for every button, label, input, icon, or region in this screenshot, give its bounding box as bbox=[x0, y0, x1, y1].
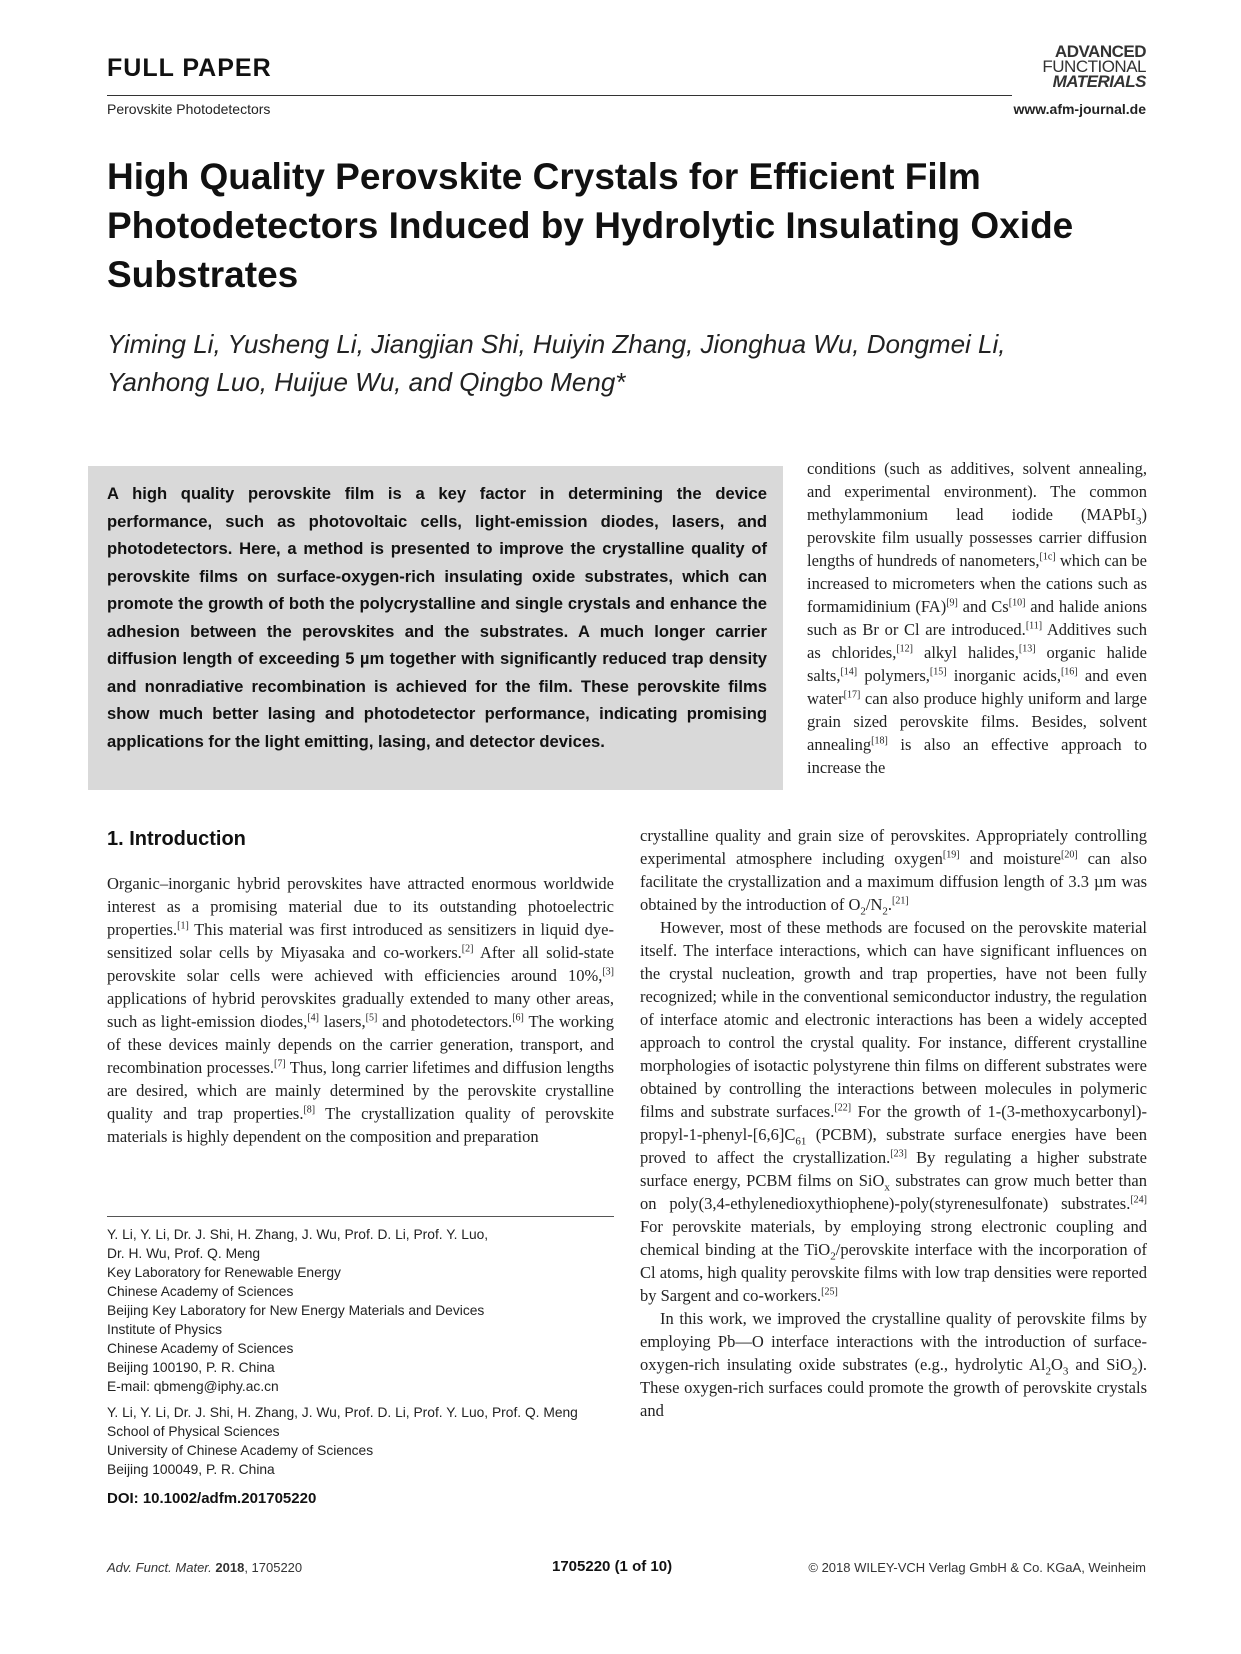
citation-ref: [2] bbox=[461, 943, 474, 955]
subscript: 2 bbox=[1131, 1365, 1138, 1378]
affiliation-line: Institute of Physics bbox=[107, 1322, 223, 1337]
right-column bbox=[640, 824, 1147, 1422]
text-run: ). These oxygen-rich surfaces could promote the growth of perovskite crystals and bbox=[640, 1355, 1147, 1420]
text-run: O bbox=[1050, 1355, 1063, 1374]
text-run: For the growth of 1-(3-methoxycarbonyl)-propyl-1-phenyl-[6,6]C bbox=[640, 1102, 1147, 1144]
subscript: x bbox=[884, 1181, 890, 1194]
text-run: This material was first introduced as sensitizers in liquid dye-sensitized solar cells by Miyasaka and co-workers. bbox=[107, 920, 614, 962]
text-run: substrates can grow much better than on poly(3,4-ethylenedioxythiophene)-poly(styrenesulfonate) substrates. bbox=[640, 1171, 1147, 1213]
copyright: © 2018 WILEY-VCH Verlag GmbH & Co. KGaA, Weinheim bbox=[808, 1560, 1146, 1575]
affiliation-line: School of Physical Sciences bbox=[107, 1424, 280, 1439]
citation-ref: [8] bbox=[303, 1104, 316, 1116]
journal-logo bbox=[1042, 44, 1146, 89]
text-run: can also facilitate the crystallization and a maximum diffusion length of 3.3 µm was obtained by the introduction of O bbox=[640, 849, 1147, 914]
section-heading: 1. Introduction bbox=[107, 828, 246, 850]
text-run: alkyl halides, bbox=[913, 643, 1019, 662]
citation-ref: [1] bbox=[177, 920, 189, 932]
text-run: applications of hybrid perovskites gradually extended to many other areas, such as light-emission diodes, bbox=[107, 989, 614, 1031]
text-run: However, most of these methods are focused on the perovskite material itself. The interface interactions, which can have significant influences on the crystal nucleation, growth and trap properties, have not been fully recognized; while in the conventional semiconductor industry, the regulation of interface atomic and electronic interactions has been a widely accepted approach to control the crystal quality. For instance, different crystalline morphologies of isotactic polystyrene thin films on different substrates were obtained by controlling the interactions between molecules in polymeric films and substrate surfaces. bbox=[640, 918, 1147, 1121]
body-paragraph bbox=[107, 872, 614, 1148]
logo-line: FUNCTIONAL bbox=[1042, 57, 1146, 76]
paper-title: High Quality Perovskite Crystals for Efficient Film Photodetectors Induced by Hydrolytic Insulating Oxide Substrates bbox=[107, 156, 1074, 295]
text-run: and SiO bbox=[1068, 1355, 1132, 1374]
affiliation-line: Y. Li, Y. Li, Dr. J. Shi, H. Zhang, J. Wu, Prof. D. Li, Prof. Y. Luo, Prof. Q. Meng bbox=[107, 1405, 578, 1420]
text-run: and photodetectors. bbox=[377, 1012, 513, 1031]
footer-citation bbox=[107, 1560, 302, 1575]
text-run: organic halide salts, bbox=[807, 643, 1147, 685]
text-run: and even water bbox=[807, 666, 1147, 708]
text-run: which can be increased to micrometers when the cations such as formamidinium (FA) bbox=[807, 551, 1147, 616]
citation-ref: [9] bbox=[946, 597, 958, 609]
citation-ref: [22] bbox=[834, 1102, 852, 1114]
citation-ref: [3] bbox=[602, 966, 614, 978]
citation-ref: [6] bbox=[512, 1012, 524, 1024]
citation-ref: [12] bbox=[896, 643, 914, 655]
text-run: and halide anions such as Br or Cl are introduced. bbox=[807, 597, 1147, 639]
text-run: /perovskite interface with the incorporation of Cl atoms, high quality perovskite films with low trap densities were reported by Sargent and co-workers. bbox=[640, 1240, 1147, 1305]
citation-ref: [13] bbox=[1018, 643, 1036, 655]
affiliation-line: Key Laboratory for Renewable Energy bbox=[107, 1265, 341, 1280]
text-run: By regulating a higher substrate surface energy, PCBM films on SiO bbox=[640, 1148, 1147, 1190]
footer-year: 2018 bbox=[215, 1560, 245, 1575]
citation-ref: [24] bbox=[1130, 1194, 1147, 1206]
text-run: lasers, bbox=[319, 1012, 366, 1031]
affiliation-line: Beijing Key Laboratory for New Energy Materials and Devices bbox=[107, 1303, 485, 1318]
affiliation-block bbox=[107, 1403, 627, 1479]
citation-ref: [25] bbox=[821, 1286, 838, 1298]
text-run: crystalline quality and grain size of perovskites. Appropriately controlling experimental atmosphere including oxygen bbox=[640, 826, 1147, 868]
topic-label: Perovskite Photodetectors bbox=[107, 101, 271, 117]
subscript: 2 bbox=[860, 905, 866, 918]
citation-ref: [5] bbox=[365, 1012, 378, 1024]
subscript: 61 bbox=[795, 1135, 807, 1148]
citation-ref: [10] bbox=[1008, 597, 1026, 609]
citation-ref: [15] bbox=[929, 666, 947, 678]
text-run: Thus, long carrier lifetimes and diffusion lengths are desired, which are mainly determined by the perovskite crystalline quality and trap properties. bbox=[107, 1058, 615, 1123]
affiliation-line: Y. Li, Y. Li, Dr. J. Shi, H. Zhang, J. Wu, Prof. D. Li, Prof. Y. Luo, bbox=[107, 1227, 489, 1242]
affiliation-line: Chinese Academy of Sciences bbox=[107, 1341, 294, 1356]
left-column bbox=[107, 872, 614, 1148]
text-run: and moisture bbox=[959, 849, 1061, 868]
text-run: can also produce highly uniform and large grain sized perovskite films. Besides, solvent annealing bbox=[807, 689, 1147, 754]
affiliation-line: E-mail: qbmeng@iphy.ac.cn bbox=[107, 1379, 279, 1394]
text-run: inorganic acids, bbox=[946, 666, 1061, 685]
citation-ref: [21] bbox=[892, 895, 909, 907]
citation-ref: [23] bbox=[890, 1148, 907, 1160]
affiliation-line: Beijing 100190, P. R. China bbox=[107, 1360, 275, 1375]
subscript: 3 bbox=[1062, 1365, 1069, 1378]
logo-line: MATERIALS bbox=[1052, 72, 1146, 91]
author-list bbox=[107, 325, 1107, 401]
section-type-label: FULL PAPER bbox=[107, 54, 272, 82]
author-line: Yiming Li, Yusheng Li, Jiangjian Shi, Huiyin Zhang, Jionghua Wu, Dongmei Li, bbox=[107, 329, 1006, 359]
journal-url-link[interactable]: www.afm-journal.de bbox=[1013, 101, 1146, 117]
citation-ref: [18] bbox=[871, 735, 888, 747]
text-run: polymers, bbox=[857, 666, 930, 685]
text-run: is also an effective approach to increase the bbox=[807, 735, 1147, 777]
body-paragraph bbox=[640, 1307, 1147, 1422]
text-run: For perovskite materials, by employing strong electronic coupling and chemical binding at the TiO bbox=[640, 1217, 1147, 1259]
footer-journal: Adv. Funct. Mater. bbox=[107, 1560, 212, 1575]
text-run: /N bbox=[865, 895, 883, 914]
subscript: 3 bbox=[1136, 515, 1142, 528]
subscript: 2 bbox=[830, 1250, 836, 1263]
citation-ref: [20] bbox=[1060, 849, 1078, 861]
subscript: 2 bbox=[882, 905, 888, 918]
subscript: 2 bbox=[1045, 1365, 1051, 1378]
body-paragraph bbox=[640, 824, 1147, 916]
affiliations bbox=[107, 1225, 627, 1479]
text-run: (PCBM), substrate surface energies have been proved to affect the crystallization. bbox=[640, 1125, 1147, 1167]
footnote-divider bbox=[107, 1216, 614, 1217]
citation-ref: [14] bbox=[840, 666, 858, 678]
author-line: Yanhong Luo, Huijue Wu, and Qingbo Meng* bbox=[107, 367, 626, 397]
affiliation-line: Beijing 100049, P. R. China bbox=[107, 1462, 275, 1477]
text-run: Additives such as chlorides, bbox=[807, 620, 1147, 662]
text-run: and Cs bbox=[957, 597, 1009, 616]
affiliation-block bbox=[107, 1225, 627, 1396]
footer-article: , 1705220 bbox=[244, 1560, 303, 1575]
text-run: The crystallization quality of perovskite materials is highly dependent on the composition and preparation bbox=[107, 1104, 614, 1146]
citation-ref: [7] bbox=[274, 1058, 286, 1070]
text-run: ) perovskite film usually possesses carrier diffusion lengths of hundreds of nanometers, bbox=[807, 505, 1147, 570]
page-number: 1705220 (1 of 10) bbox=[552, 1558, 673, 1575]
abstract: A high quality perovskite film is a key factor in determining the device performance, such as photovoltaic cells, light-emission diodes, lasers, and photodetectors. Here, a method is presented to improve the crystalline quality of perovskite films on surface-oxygen-rich insulating oxide substrates, which can promote the growth of both the polycrystalline and single crystals and enhance the adhesion between the perovskites and the substrates. A much longer carrier diffusion length of exceeding 5 µm together with significantly reduced trap density and nonradiative recombination is achieved for the film. These perovskite films show much better lasing and photodetector performance, indicating promising applications for the light emitting, lasing, and detector devices. bbox=[107, 484, 767, 751]
citation-ref: [1c] bbox=[1039, 551, 1056, 563]
affiliation-line: University of Chinese Academy of Sciences bbox=[107, 1443, 374, 1458]
citation-ref: [19] bbox=[942, 849, 960, 861]
text-run: Organic–inorganic hybrid perovskites have attracted enormous worldwide interest as a promising material due to its outstanding photoelectric properties. bbox=[107, 874, 614, 939]
text-run: After all solid-state perovskite solar cells were achieved with efficiencies around 10%, bbox=[107, 943, 614, 985]
text-run: conditions (such as additives, solvent annealing, and experimental environment). The common methylammonium lead iodide (MAPbI bbox=[807, 459, 1147, 524]
text-run: In this work, we improved the crystalline quality of perovskite films by employing Pb—O interface interactions with the introduction of surface-oxygen-rich insulating oxide substrates (e.g., hydrolytic Al bbox=[640, 1309, 1147, 1374]
citation-ref: [16] bbox=[1060, 666, 1078, 678]
citation-ref: [11] bbox=[1025, 620, 1043, 632]
header-divider bbox=[107, 95, 1012, 96]
right-column-top bbox=[807, 457, 1147, 779]
doi-link[interactable]: DOI: 10.1002/adfm.201705220 bbox=[107, 1490, 317, 1507]
text-run: . bbox=[887, 895, 893, 914]
body-paragraph bbox=[640, 916, 1147, 1307]
logo-line: ADVANCED bbox=[1054, 42, 1146, 61]
citation-ref: [17] bbox=[843, 689, 861, 701]
affiliation-line: Chinese Academy of Sciences bbox=[107, 1284, 294, 1299]
affiliation-line: Dr. H. Wu, Prof. Q. Meng bbox=[107, 1246, 261, 1261]
citation-ref: [4] bbox=[307, 1012, 319, 1024]
text-run: The working of these devices mainly depends on the carrier generation, transport, and recombination processes. bbox=[107, 1012, 615, 1077]
body-paragraph bbox=[807, 457, 1147, 779]
